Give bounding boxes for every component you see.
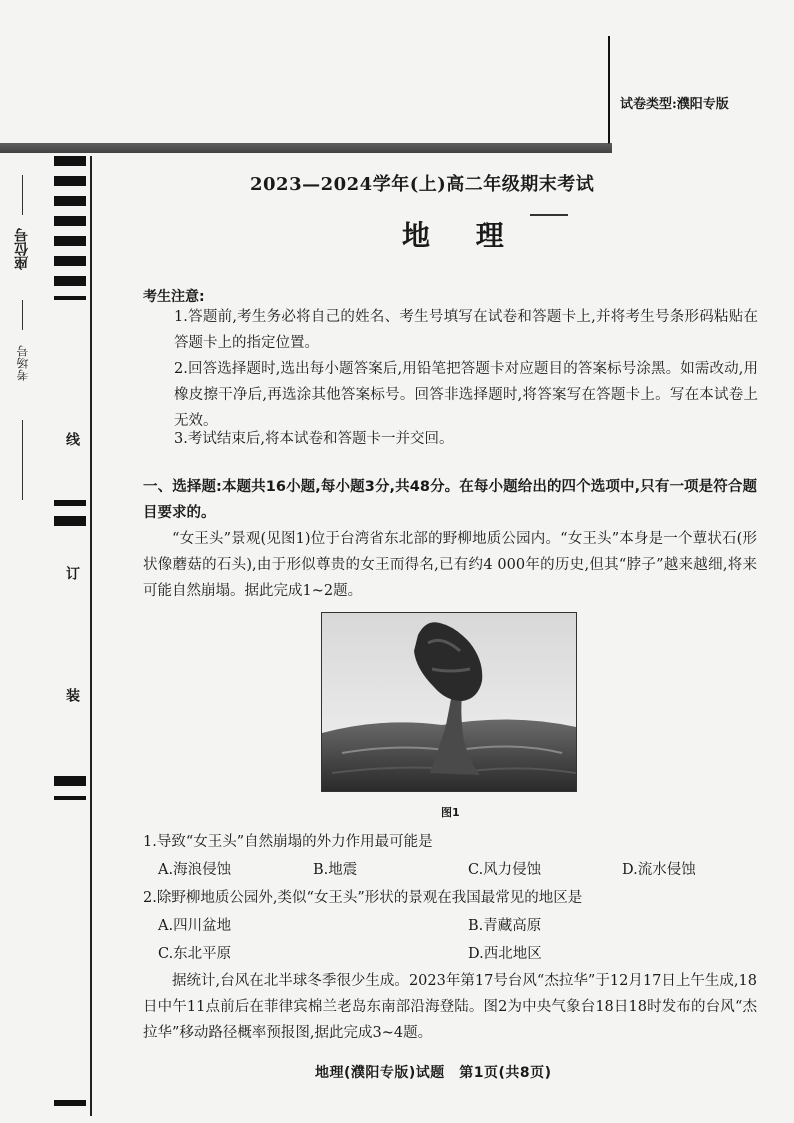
section-heading: 一、选择题:本题共16小题,每小题3分,共48分。在每小题给出的四个选项中,只有一项是符合题目要求的。: [143, 479, 758, 521]
notice-item: 3.考试结束后,将本试卷和答题卡一并交回。: [174, 431, 454, 447]
binding-strip-gap: [54, 800, 86, 1100]
option-d: D.流水侵蚀: [622, 862, 696, 878]
queen-head-rock-photo: [321, 612, 577, 792]
question-stem: 1.导致“女王头”自然崩塌的外力作用最可能是: [143, 834, 433, 850]
option-c: C.东北平原: [158, 946, 232, 962]
exam-room-label: 考场号: [16, 345, 30, 381]
header-border-line: [608, 36, 610, 144]
notice-item: 1.答题前,考生务必将自己的姓名、考生号填写在试卷和答题卡上,并将考生号条形码粘贴在答题卡上的指定位置。: [174, 309, 758, 351]
page-footer: 地理(濮阳专版)试题 第1页(共8页): [315, 1065, 552, 1081]
binding-bind-char: 装: [64, 688, 80, 702]
option-a: A.海浪侵蚀: [158, 862, 232, 878]
seat-number-blank: [22, 175, 23, 215]
binding-order-char: 订: [64, 566, 80, 580]
passage-2: 据统计,台风在北半球冬季很少生成。2023年第17号台风“杰拉华”于12月17日上午生成,18日中午11点前后在菲律宾棉兰老岛东南部沿海登陆。图2为中央气象台18日18时发布的台风“杰拉华”移动路径概率预报图,据此完成3~4题。: [143, 973, 757, 1041]
binding-line-char: 线: [64, 432, 80, 446]
option-b: B.青藏高原: [468, 918, 542, 934]
binding-strip-gap: [54, 300, 86, 500]
notice-heading: 考生注意:: [143, 289, 205, 305]
passage-1: “女王头”景观(见图1)位于台湾省东北部的野柳地质公园内。“女王头”本身是一个蕈状石(形状像蘑菇的石头),由于形似尊贵的女王而得名,已有约4 000年的历史,但其“脖子”越来越细,将来可能自然崩塌。据此完成1~2题。: [143, 531, 757, 599]
option-b: B.地震: [313, 862, 358, 878]
notice-item: 2.回答选择题时,选出每小题答案后,用铅笔把答题卡对应题目的答案标号涂黑。如需改动,用橡皮擦干净后,再选涂其他答案标号。回答非选择题时,将答案写在答题卡上。写在本试卷上无效。: [174, 361, 758, 429]
seat-number-label: 座位号: [14, 228, 30, 270]
paper-type-label: 试卷类型:濮阳专版: [620, 97, 729, 112]
seat-number-blank: [22, 300, 23, 330]
option-a: A.四川盆地: [158, 918, 232, 934]
subject-title: 地 理: [402, 219, 522, 252]
exam-room-blank: [22, 420, 23, 500]
header-bottom-border: [0, 143, 612, 153]
option-d: D.西北地区: [468, 946, 542, 962]
binding-rule: [90, 156, 92, 1116]
exam-title: 2023—2024学年(上)高二年级期末考试: [250, 174, 595, 195]
option-c: C.风力侵蚀: [468, 862, 542, 878]
figure-caption: 图1: [441, 806, 460, 819]
question-stem: 2.除野柳地质公园外,类似“女王头”形状的景观在我国最常见的地区是: [143, 890, 583, 906]
subject-decoration: [530, 214, 568, 216]
